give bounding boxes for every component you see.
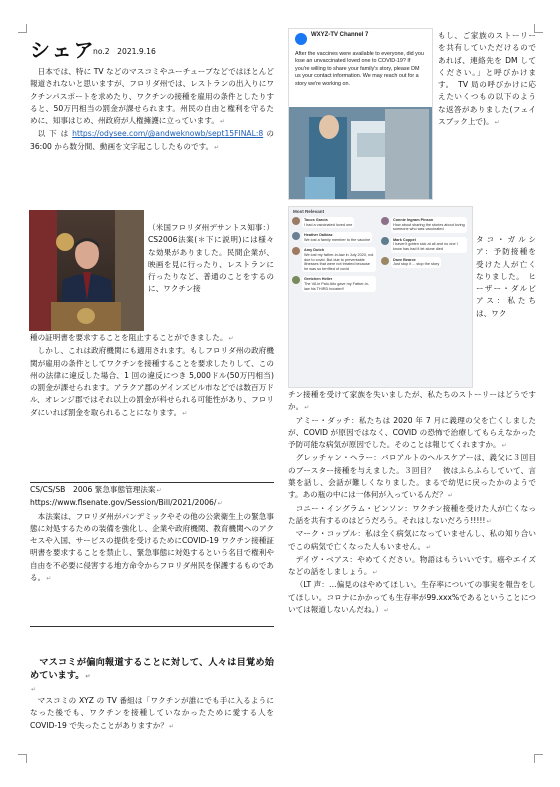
comment-text: The VA in Palo Alto gave my Father-in-law his THIRD booster!!	[304, 281, 370, 291]
avatar	[292, 217, 300, 225]
comment-entry	[381, 217, 467, 233]
commenter-name: Gretchen Heller	[304, 277, 333, 282]
avatar	[381, 257, 389, 265]
intro-paragraph: 日本では、特に TV などのマスコミやユーチューブなどではほとんど報道されないと思いますが、フロリダ州では、レストランの出入りにワクチンパスポートを求めたり、ワクチンの接種を雇用の条件としたりすると、50万円相当の罰金が課せられます。州民の自由と権利を守るために、知事はじめ、州政府が人権擁護に立っています。	[30, 67, 274, 126]
commenter-name: Connie Ingram Pinson	[393, 218, 434, 222]
reply-summary: タコ・ガルシア：予防接種を受けた人が亡くなりました。 ヒーザー・ダルビアス：私たちは、ワク	[476, 235, 536, 318]
comment-quote: マーク・コップル：私は全く病気になっていませんし、私の知り合いでこの病気で亡くなった人もいません。	[288, 529, 536, 551]
comment-text: I haven't gotten sick at all and no one I know has had it let alone died	[393, 242, 458, 251]
avatar	[292, 247, 300, 255]
video-link[interactable]: https://odysee.com/@andweknowb/sept15FINAL:8	[72, 129, 264, 139]
avatar	[292, 232, 300, 240]
comment-entry	[381, 237, 467, 253]
comment-quote: アミー・ダッチ：私たちは 2020 年 7 月に義理の父を亡くしましたが、COVID が原因ではなく、COVID の恐怖で治療してもらえなかった予防可能な病気が原因でした。そのことは報じてくれますか。	[288, 415, 536, 450]
comment-text: I had a vaccinated loved one	[304, 222, 353, 227]
comment-text: How about sharing the stories about loving someone who was vaccinated	[393, 222, 465, 232]
commenter-name: Mark Coppel	[393, 237, 416, 242]
comments-section: チン接種を受けて家族を失いましたが、私たちのストーリーはどうですか。↵ アミー・ダッチ：私たちは 2020 年 7 月に義理の父を亡くしましたが、COVID が原因ではなく、COVID の恐怖で治療してもらえなかった予防可能な病気が原因でした。そのことは報じてくれますか。↵ グレッチャン・ヘラー：バロアルトのヘルスケアーは、義父に３回目のブースター接種を与えました。３回目？ 彼はふらふらしていて、言葉を話し、会話が難しくなりました。まるで幼児に戻ったかのようです。あの瓶の中には一体何が入っているんだ？↵ コニー・イングラム・ビンソン：ワクチン接種を受けた人が亡くなった話を共有するのはどうだろう。それはしないだろう!!!!!↵ マーク・コップル：私は全く病気になっていませんし、私の知り合いでこの病気で亡くなった人もいません。↵ デイヴ・ベアス：やめてください。物語はもういいです。癌やエイズなどの話をしましょう。↵ （LT 声：…偏見のはやめてほしい。生存率についての事実を報告をしてほしい。コロナにかかっても生存率が99.xxx%であるということについては報道しないんだね。）↵	[288, 390, 536, 615]
reply-summary-end: チン接種を受けて家族を失いましたが、私たちのストーリーはどうですか。	[288, 390, 536, 412]
crop-mark	[18, 754, 27, 763]
comment-quote: グレッチャン・ヘラー：バロアルトのヘルスケアーは、義父に３回目のブースター接種を与えました。３回目？ 彼はふらふらしていて、言葉を話し、会話が難しくなりました。まるで幼児に戻ったかのようです。あの瓶の中には一体何が入っているんだ？	[288, 453, 536, 500]
commenter-name: Heather Dalbiaz	[304, 233, 333, 238]
post-text: After the vaccines were available to everyone, did you lose an unvaccinated loved one to COVID-19? If you're willing to share your family's story, please DM us your contact information. We may reach out for a story we're working on.	[295, 51, 424, 87]
tv-call-text: もし、ご家族のストーリーを共有していただけるのであれば、連絡先を DM してください。」と呼びかけます。 TV 局の呼びかけに応えたいくつもの以下のような返答がありました(フェイスブック上で)。	[438, 31, 536, 127]
bill-url[interactable]: https://www.flsenate.gov/Session/Bill/2021/2006/	[30, 498, 217, 508]
bill-title: CS/CS/SB 2006 緊急事態管理法案	[30, 485, 156, 494]
bill-section: CS/CS/SB 2006 緊急事態管理法案↵ https://www.flsenate.gov/Session/Bill/2021/2006/↵ 本法案は、フロリダ州がパンデミックやその他の公衆衛生上の緊急事態に対処するための装備を強化し、企業や政府機関、教育機関へのアクセスや入国、サービスの提供を受けるためにCOVID-19 ワクチン接種証明書を要求することを禁止し、緊急事態に対処するという名目で権利や自由を不必要に侵害する地方命令からフロリダ州民を保護するものである。↵	[30, 485, 274, 583]
right-side-text	[476, 234, 536, 320]
comment-text: Just stop it ... stop the story	[393, 262, 440, 267]
desantis-quote-end: 種の証明書を要求することを阻止することができました。	[30, 333, 228, 342]
media-paragraph: マスコミの XYZ の TV 番組は「ワクチンが誰にでも手に入るようになった後でも、ワクチンを接種していなかったために愛する人をCOVID-19 で失ったことがありますか？	[30, 696, 274, 730]
intro-lead: 以 下 は	[37, 129, 73, 139]
desantis-photo	[29, 210, 144, 331]
media-section: マスコミが偏向報道することに対して、人々は目覚め始めています。↵ ↵ マスコミの XYZ の TV 番組は「ワクチンが誰にでも手に入るようになった後でも、ワクチンを接種していなかったために愛する人をCOVID-19 で失ったことがありますか？↵	[30, 657, 274, 730]
thread-column-right	[381, 217, 467, 272]
right-intro: もし、ご家族のストーリーを共有していただけるのであれば、連絡先を DM してください。」と呼びかけます。 TV 局の呼びかけに応えたいくつもの以下のような返答がありました(フェイスブック上で)。↵	[438, 31, 536, 127]
penalty-paragraph: しかし、これは政府機関にも適用されます。もしフロリダ州の政府機関が雇用の条件としてワクチンを接種することを要求したりして、この州の法律に違反した場合、1 回の違反につき 5,000ドル(50万円相当)の罰金が課せられます。アラクア郡のゲインズビル市などでは数百万ドル、オレンジ郡ではそれ以上の罰金が科せられる可能性があり、フロリダにいれば罰金を取られることになります。	[30, 346, 274, 417]
comment-entry	[381, 257, 467, 268]
commenter-name: Amy Dutch	[304, 248, 325, 253]
avatar	[381, 217, 389, 225]
page-title: シェア	[30, 38, 96, 62]
comment-text: We lost my father-in-law in July 2020, not due to covid. But due to preventable illnesses that were not treated because he was so terrified of covid	[304, 252, 374, 271]
media-heading: マスコミが偏向報道することに対して、人々は目覚め始めています。	[30, 657, 274, 681]
comment-entry	[292, 232, 376, 243]
issue-info: no.2 2021.9.16	[93, 47, 156, 56]
comment-entry	[292, 276, 376, 292]
comment-text: We lost a family member to the vaccine	[304, 237, 371, 242]
commenter-name: Dave Bearce	[393, 257, 416, 262]
comment-quote: コニー・イングラム・ビンソン：ワクチン接種を受けた人が亡くなった話を共有するのはどうだろう。それはしないだろう!!!!!	[288, 503, 536, 525]
comment-entry	[292, 247, 376, 272]
desantis-quote-text: （米国フロリダ州デサントス知事：）CS2006法案(＊下に説明)には様々な効果がありました。民間企業が、映画を見に行ったり、レストランに行ったりなど、普通のことをするのに、ワクチン接	[148, 223, 274, 294]
comment-quote: デイヴ・ベアス：やめてください。物語はもういいです。癌やエイズなどの話をしましょう。	[288, 554, 536, 577]
avatar	[292, 276, 300, 284]
post-channel: WXYZ-TV Channel 7	[311, 32, 369, 38]
bill-description: 本法案は、フロリダ州がパンデミックやその他の公衆衛生上の緊急事態に対処するための装備を強化し、企業や政府機関、教育機関へのアクセスや入国、サービスの提供を受けるためにCOVID-19 ワクチン接種証明書を要求することを禁止し、緊急事態に対処するという名目で権利や自由を不必要に侵害する地方命令からフロリダ州民を保護するものである。	[30, 511, 274, 583]
comment-quote: （LT 声：…偏見のはやめてほしい。生存率についての事実を報告をしてほしい。コロナにかかっても生存率が99.xxx%であるということについては報道しないんだね。）	[288, 580, 536, 615]
intro-paragraph-2: の 36:00 から数分間、動画を文字起こししたものです。	[30, 129, 274, 151]
comment-entry	[292, 217, 376, 228]
intro-section: 日本では、特に TV などのマスコミやユーチューブなどではほとんど報道されないと思いますが、フロリダ州では、レストランの出入りにワクチンパスポートを求めたり、ワクチンの接種を雇用の条件としたりすると、50万円相当の罰金が課せられます。州民の自由と権利を守るために、知事はじめ、州政府が人権擁護に立っています。↵ 以 下 は https://odysee.com/@andweknowb/sept15FINAL:8 の 36:00 から数分間、動画を文字起こししたものです。↵	[30, 67, 274, 151]
section-divider	[30, 482, 274, 483]
crop-mark	[534, 754, 543, 763]
commenter-name: Tacos Garcia	[304, 218, 328, 222]
thread-label: Most Relevant	[293, 209, 325, 214]
thread-column-left	[292, 217, 376, 296]
comment-thread-screenshot	[288, 206, 473, 388]
desantis-continued: 種の証明書を要求することを阻止することができました。↵ しかし、これは政府機関にも適用されます。もしフロリダ州の政府機関が雇用の条件としてワクチンを接種することを要求したりして、この州の法律に違反した場合、1 回の違反につき 5,000ドル(50万円相当)の罰金が課せられます。アラクア郡のゲインズビル市などでは数百万ドル、オレンジ郡ではそれ以上の罰金が科せられる可能性があり、フロリダにいれば罰金を取られることになります。↵	[30, 333, 274, 417]
avatar	[381, 237, 389, 245]
desantis-quote	[148, 222, 274, 296]
crop-mark	[18, 24, 27, 33]
tv-post-screenshot	[288, 28, 433, 200]
section-divider	[30, 626, 274, 627]
